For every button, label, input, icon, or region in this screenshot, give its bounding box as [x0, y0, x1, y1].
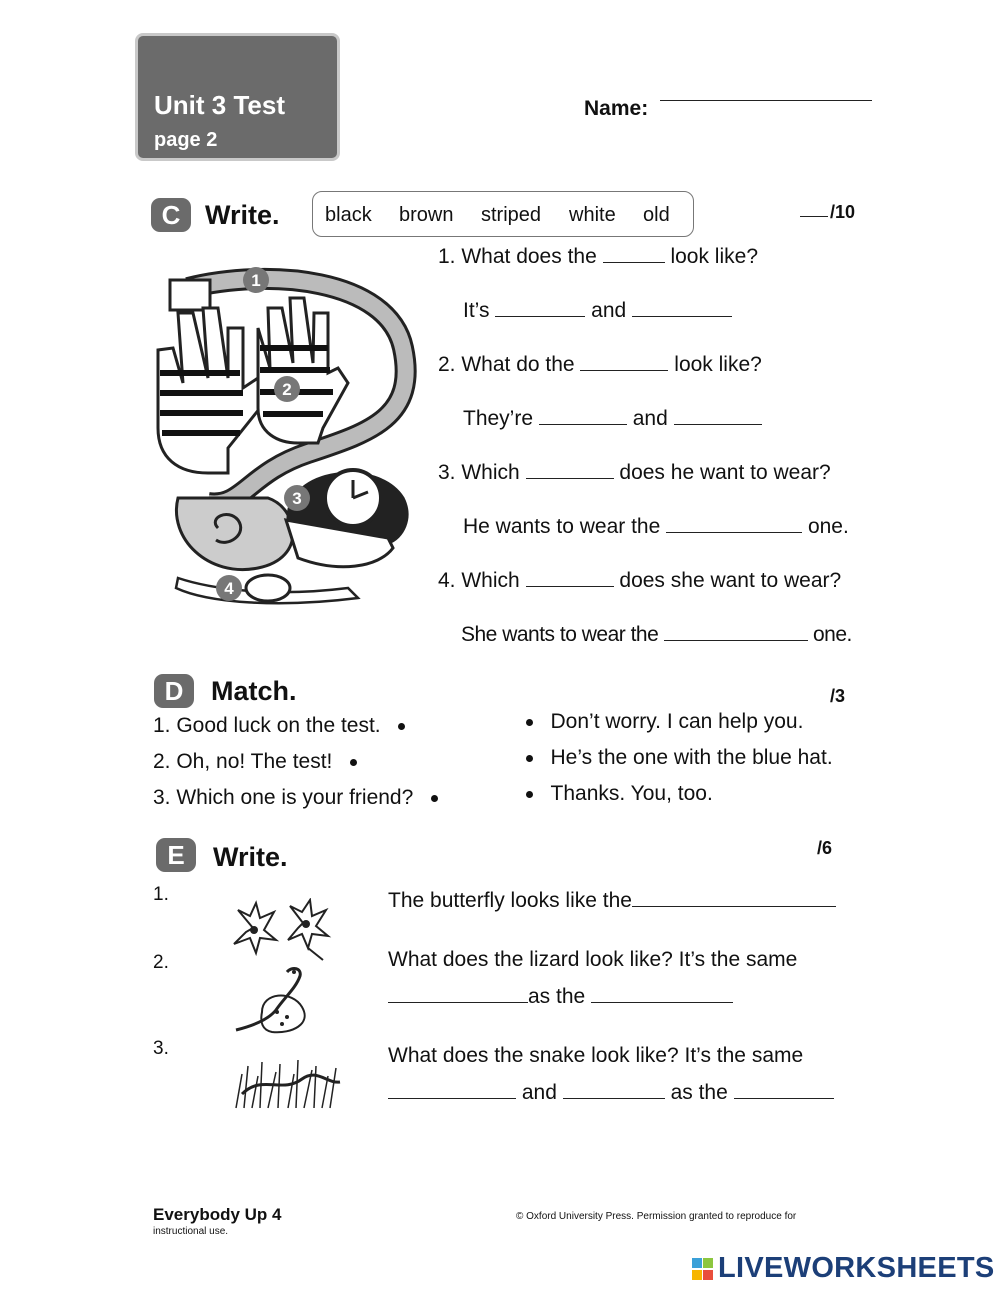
- marker-2-label: 2: [282, 380, 292, 399]
- answer-4: She wants to wear the one.: [461, 623, 852, 646]
- word-bank-item: black: [325, 204, 372, 226]
- item-1-number: 1.: [153, 884, 169, 905]
- item-2-line1: What does the lizard look like? It’s the same: [388, 948, 798, 971]
- match-right-3: Thanks. You, too.: [526, 782, 713, 806]
- section-d-score: /3: [830, 686, 846, 706]
- section-e-title: Write.: [213, 842, 288, 872]
- match-dot[interactable]: [526, 755, 533, 762]
- question-1: 1. What does the look like?: [438, 245, 759, 268]
- blank[interactable]: [666, 514, 802, 533]
- match-dot[interactable]: [431, 795, 438, 802]
- blank[interactable]: [526, 460, 614, 479]
- page-subtitle: page 2: [154, 129, 218, 151]
- blank[interactable]: [539, 406, 627, 425]
- section-d-badge: D: [154, 674, 194, 708]
- item-2-number: 2.: [153, 952, 169, 973]
- match-dot[interactable]: [526, 791, 533, 798]
- marker-4-label: 4: [224, 579, 234, 598]
- clothing-illustration: [148, 258, 420, 608]
- section-e-badge: E: [156, 838, 196, 872]
- blank[interactable]: [674, 406, 762, 425]
- answer-2: They’re and: [463, 406, 762, 431]
- match-dot[interactable]: [350, 759, 357, 766]
- blank[interactable]: [664, 622, 808, 641]
- match-left-3: 3. Which one is your friend?: [153, 786, 438, 810]
- unit-header-box: [135, 33, 340, 161]
- blank[interactable]: [580, 352, 668, 371]
- blank[interactable]: [526, 568, 614, 587]
- item-3-line2: and as the: [388, 1080, 834, 1105]
- footer-copyright: © Oxford University Press. Permission granted to reproduce for: [516, 1211, 797, 1222]
- match-left-1: 1. Good luck on the test.: [153, 714, 405, 738]
- match-right-2: He’s the one with the blue hat.: [526, 746, 833, 770]
- blank[interactable]: [632, 298, 732, 317]
- word-bank-item: white: [569, 204, 616, 226]
- blank[interactable]: [603, 244, 665, 263]
- footer-book-title: Everybody Up 4: [153, 1205, 282, 1224]
- liveworksheets-logo-icon: [692, 1258, 714, 1282]
- unit-title: Unit 3 Test: [154, 90, 285, 120]
- answer-1: It’s and: [463, 298, 732, 323]
- liveworksheets-brand: LIVEWORKSHEETS: [718, 1252, 995, 1284]
- word-bank: [312, 191, 694, 237]
- marker-3-label: 3: [292, 489, 302, 508]
- blank[interactable]: [388, 1080, 516, 1099]
- lizard-illustration: [232, 962, 316, 1036]
- name-label: Name:: [584, 97, 649, 120]
- item-1-text: The butterfly looks like the: [388, 888, 836, 913]
- match-right-1: Don’t worry. I can help you.: [526, 710, 803, 734]
- word-bank-item: striped: [481, 204, 542, 226]
- blank[interactable]: [632, 888, 836, 907]
- score-c-line[interactable]: [800, 216, 828, 217]
- word-bank-item: old: [643, 204, 670, 226]
- question-4: 4. Which does she want to wear?: [438, 569, 842, 592]
- blank[interactable]: [591, 984, 733, 1003]
- item-3-number: 3.: [153, 1038, 169, 1059]
- question-2: 2. What do the look like?: [438, 353, 762, 376]
- blank[interactable]: [388, 984, 528, 1003]
- blank[interactable]: [563, 1080, 665, 1099]
- match-dot[interactable]: [526, 719, 533, 726]
- snake-grass-illustration: [232, 1054, 344, 1110]
- marker-1-label: 1: [251, 271, 261, 290]
- answer-3: He wants to wear the one.: [463, 515, 849, 538]
- butterfly-leaves-illustration: [228, 898, 332, 966]
- section-d-title: Match.: [211, 676, 297, 706]
- item-2-line2: as the: [388, 984, 733, 1009]
- name-input-line[interactable]: [660, 100, 872, 101]
- footer-copyright-cont: instructional use.: [153, 1226, 229, 1237]
- hat: [286, 470, 407, 567]
- watch: [176, 575, 358, 603]
- question-3: 3. Which does he want to wear?: [438, 461, 831, 484]
- section-e-score: /6: [817, 838, 833, 858]
- scarf: [176, 498, 293, 570]
- section-c-score: /10: [830, 202, 856, 222]
- item-3-line1: What does the snake look like? It’s the same: [388, 1044, 804, 1067]
- section-c-badge: C: [151, 198, 191, 232]
- match-dot[interactable]: [398, 723, 405, 730]
- match-left-2: 2. Oh, no! The test!: [153, 750, 357, 774]
- blank[interactable]: [734, 1080, 834, 1099]
- word-bank-item: brown: [399, 204, 454, 226]
- blank[interactable]: [495, 298, 585, 317]
- belt-buckle: [170, 280, 210, 310]
- section-c-title: Write.: [205, 200, 280, 230]
